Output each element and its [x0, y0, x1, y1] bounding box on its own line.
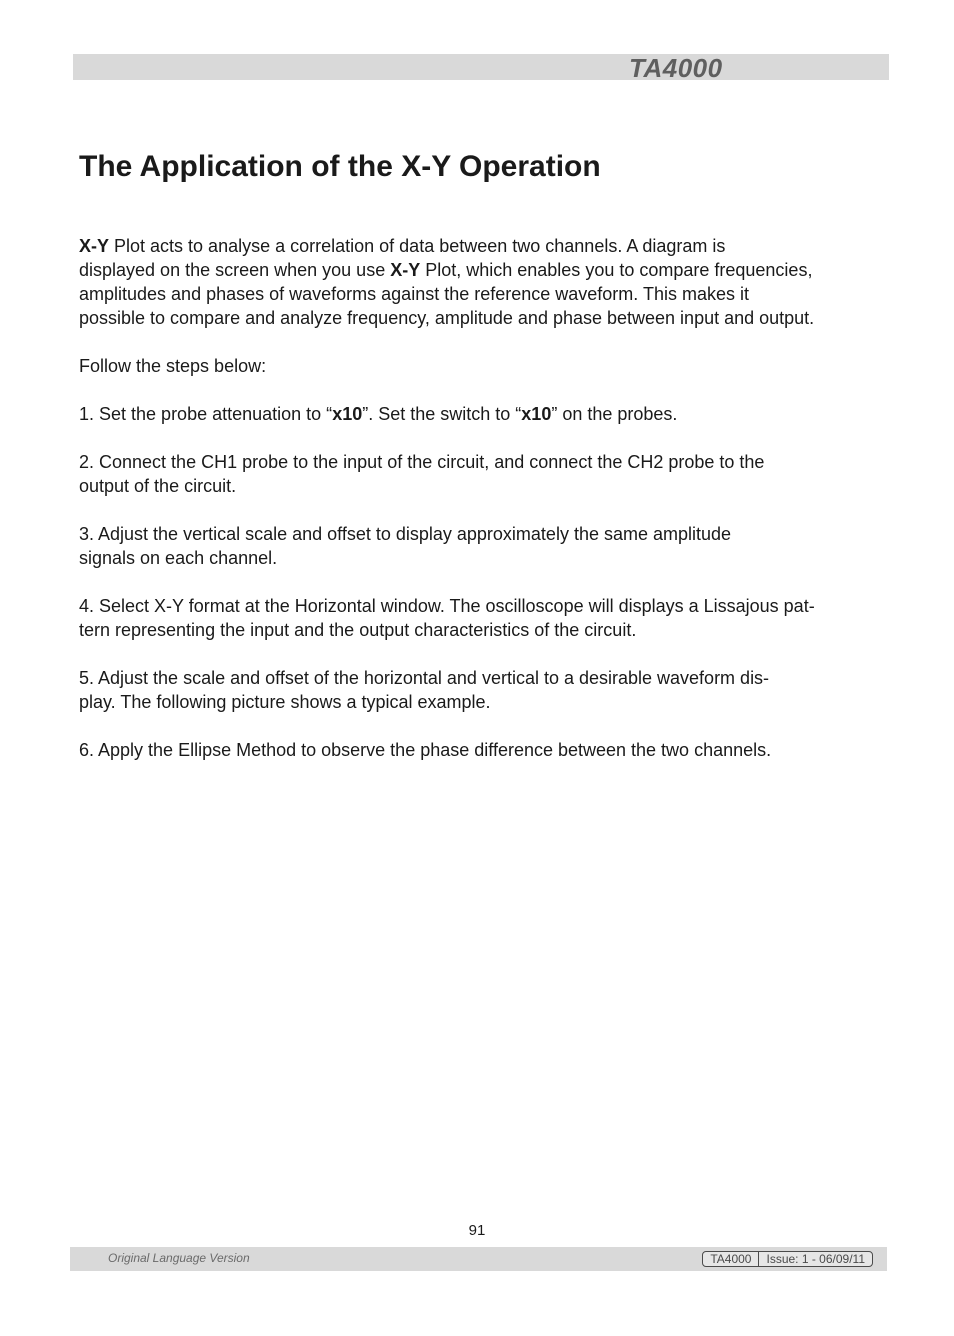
intro-text: displayed on the screen when you use [79, 260, 391, 280]
intro-line-4: possible to compare and analyze frequency, amplitude and phase between input and output. [79, 308, 815, 328]
footer-language-version: Original Language Version [108, 1251, 250, 1265]
step-line: 3. Adjust the vertical scale and offset to display approximately the same amplitude [79, 524, 732, 544]
step-line: play. The following picture shows a typical example. [79, 692, 491, 712]
step-3 [79, 522, 914, 570]
intro-line-2 [79, 258, 914, 282]
step-line: 5. Adjust the scale and offset of the horizontal and vertical to a desirable waveform dis- [79, 668, 770, 688]
footer-issue: Issue: 1 - 06/09/11 [766, 1252, 865, 1266]
step-text: 1. Set the probe attenuation to “ [79, 404, 333, 424]
xy-bold-term: X-Y [390, 260, 421, 280]
footer-model: TA4000 [710, 1252, 752, 1266]
page-title: The Application of the X-Y Operation [79, 150, 601, 183]
x10-bold: x10 [521, 404, 552, 424]
step-line: signals on each channel. [79, 548, 278, 568]
step-text: ” on the probes. [551, 404, 678, 424]
intro-text: Plot, which enables you to compare frequencies, [420, 260, 813, 280]
step-5 [79, 666, 914, 714]
intro-line-3: amplitudes and phases of waveforms against the reference waveform. This makes it [79, 284, 749, 304]
footer-issue-box [702, 1251, 873, 1267]
header-bar [73, 53, 889, 83]
xy-bold-term: X-Y [79, 236, 110, 256]
intro-text: Plot acts to analyse a correlation of data between two channels. A diagram is [109, 236, 726, 256]
content-body [79, 234, 914, 786]
step-4 [79, 594, 914, 642]
x10-bold: x10 [332, 404, 363, 424]
step-line: tern representing the input and the output characteristics of the circuit. [79, 620, 637, 640]
header-product-title: TA4000 [629, 53, 723, 83]
step-line: 2. Connect the CH1 probe to the input of the circuit, and connect the CH2 probe to the [79, 452, 765, 472]
follow-steps-text: Follow the steps below: [79, 356, 267, 376]
step-1 [79, 402, 914, 426]
page-number: 91 [468, 1222, 486, 1239]
step-6: 6. Apply the Ellipse Method to observe the phase difference between the two channels. [79, 740, 772, 760]
step-line: output of the circuit. [79, 476, 237, 496]
footer-bar [70, 1247, 887, 1271]
intro-paragraph [79, 234, 914, 330]
step-text: ”. Set the switch to “ [362, 404, 522, 424]
step-2 [79, 450, 914, 498]
step-line: 4. Select X-Y format at the Horizontal window. The oscilloscope will displays a Lissajous pat- [79, 596, 815, 616]
intro-line-1 [79, 234, 914, 258]
